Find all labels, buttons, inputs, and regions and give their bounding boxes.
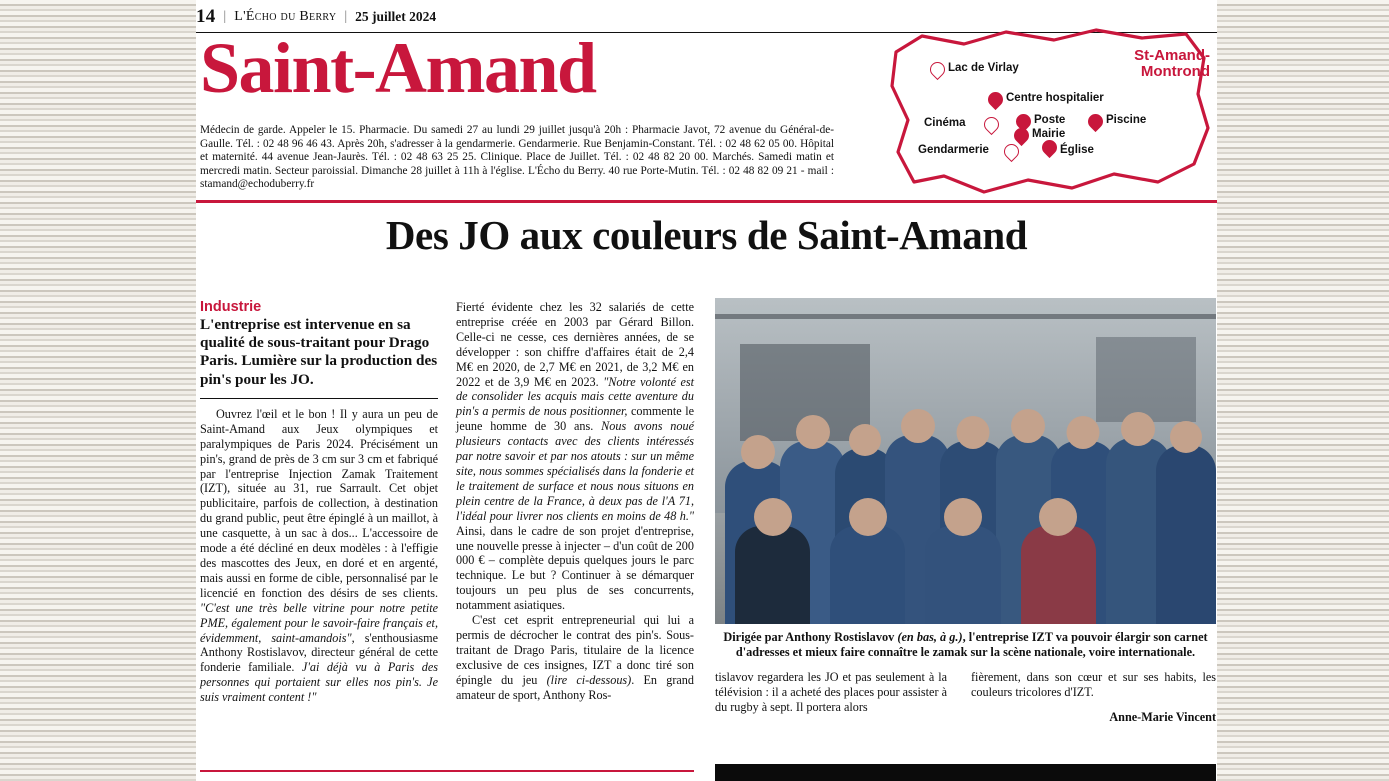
article-headline: Des JO aux couleurs de Saint-Amand (385, 212, 1028, 258)
article-paragraph: Ouvrez l'œil et le bon ! Il y aura un peu de Saint-Amand aux Jeux olympiques et paralympiques de Paris 2024. Précisément un pin's, grand de près de 3 cm sur 3 cm et fabriqué par l'entreprise Injection Zamak Traitement (IZT), située au 31, rue Sarrault. Cet objet publicitaire, parfois de collection, à destination du grand public, peut être épinglé à un maillot, à une casquette, à un sac à dos... L'accessoire de mode a été décliné en deux modèles : à l'effigie des mascottes des Jeux, en doré et en argenté, mais aussi en forme de cible, personnalisé par le licencié en fonction des désirs de ses clients. "C'est une très belle vitrine pour notre petite PME, également pour le savoir-faire français et, évidemment, saint-amandois", s'enthousiasme Anthony Rostislavov, directeur général de cette fonderie familiale. J'ai déjà vu à Paris des personnes qui portaient sur elles nos pin's. Je suis vraiment content !" (200, 406, 438, 705)
article-paragraph: tislavov regardera les JO et pas seulement à la télévision : il a acheté des places pour assister à du rugby à sept. Il portera alors (715, 670, 947, 714)
article-standfirst: L'entreprise est intervenue en sa qualité de sous-traitant pour Drago Paris. Lumière sur la production des pin's pour les JO. (200, 315, 438, 388)
article-column-1 (200, 300, 438, 705)
article-photo (715, 298, 1216, 624)
article-paragraph: C'est cet esprit entrepreneurial qui lui a permis de décrocher le contrat des pin's. Sous-traitant de Drago Paris, titulaire de la licence exclusive de ces insignes, IZT a donc tiré son épingle du jeu (lire ci-dessous). En grand amateur de sport, Anthony Ros- (456, 613, 694, 702)
scan-edge-right (1217, 0, 1389, 781)
map-label-piscine: Piscine (1106, 114, 1147, 126)
next-article-photo-strip (715, 764, 1216, 781)
article-kicker: Industrie (200, 299, 262, 315)
column-divider (200, 398, 438, 399)
map-label-mairie: Mairie (1032, 128, 1066, 140)
photo-machine-right (1096, 337, 1196, 422)
paper-name: L'Écho du Berry (234, 9, 337, 24)
article-byline: Anne-Marie Vincent (1109, 709, 1216, 724)
map-title: St-Amand- Montrond (1134, 47, 1210, 80)
article-column-2 (456, 300, 694, 702)
masthead-separator-1: | (223, 9, 227, 24)
photo-person-front (735, 526, 810, 624)
locator-map (886, 24, 1216, 200)
page-folio: 14 (196, 6, 216, 27)
divider-red-bottom (200, 770, 694, 772)
map-label-eglise: Église (1060, 144, 1094, 156)
page-title: Saint-Amand (200, 28, 596, 108)
photo-caption: Dirigée par Anthony Rostislavov (en bas, à g.), l'entreprise IZT va pouvoir élargir son carnet d'adresses et mieux faire connaître le zamak sur la scène nationale, voire internationale. (723, 630, 1208, 660)
map-label-gendarmerie: Gendarmerie (918, 144, 989, 156)
page-sheet (196, 0, 1217, 781)
map-label-centre-hospitalier: Centre hospitalier (1006, 92, 1104, 104)
article-column-3 (715, 670, 947, 715)
photo-person (1156, 445, 1216, 624)
article-paragraph: fièrement, dans son cœur et sur ses habits, les couleurs tricolores d'IZT. (971, 670, 1216, 699)
map-label-poste: Poste (1034, 114, 1066, 126)
photo-person-front (1021, 526, 1096, 624)
article-column-4 (971, 670, 1216, 725)
divider-red-top (196, 200, 1217, 203)
photo-ceiling-beam (715, 314, 1216, 319)
masthead-separator-2: | (344, 9, 348, 24)
practical-information-block: Médecin de garde. Appeler le 15. Pharmacie. Du samedi 27 au lundi 29 juillet jusqu'à 20h : Pharmacie Javot, 72 avenue du Général-de-Gaulle. Tél. : 02 48 96 46 43. Après 20h, s'adresser à la gendarmerie. Gendarmerie. Rue Benjamin-Constant. Tél. : 02 48 62 05 00. Hôpital et maternité. 44 avenue Jean-Jaurès. Tél. : 02 48 63 25 25. Clinique. Place de Juillet. Tél. : 02 48 82 20 00. Marchés. Samedi matin et mercredi matin. Secteur paroissial. Dimanche 28 juillet à 11h à l'église. L'Écho du Berry. 40 rue Porte-Mutin. Tél. : 02 48 82 09 21 - mail : stamand@echoduberry.fr (200, 124, 834, 191)
issue-date: 25 juillet 2024 (355, 9, 437, 24)
map-label-lac-de-virlay: Lac de Virlay (948, 62, 1019, 74)
map-label-cinema: Cinéma (924, 117, 966, 129)
photo-person-front (925, 526, 1000, 624)
scan-edge-left (0, 0, 196, 781)
photo-person-front (830, 526, 905, 624)
article-paragraph: Fierté évidente chez les 32 salariés de cette entreprise créée en 2003 par Gérard Billon. Celle-ci ne cesse, ces dernières années, de se développer : son chiffre d'affaires était de 2,4 M€ en 2020, de 2,7 M€ en 2021, de 3,2 M€ en 2022 et de 3,9 M€ en 2023. "Notre volonté est de consolider les acquis mais cette aventure du pin's a permis de nous positionner, commente le jeune homme de 30 ans. Nous avons noué plusieurs contacts avec des clients intéressés par notre savoir et par nos atouts : sur un même site, nous sommes spécialisés dans la fonderie et le traitement de surface et nous nous situons en plein centre de la France, à deux pas de l'A 71, l'idéal pour livrer nos clients en moins de 48 h." Ainsi, dans le cadre de son projet d'entreprise, une nouvelle presse à injecter – d'un coût de 200 000 € – complète depuis quelques jours le parc technique. Le but ? Continuer à se démarquer toujours un peu plus de ses concurrents, notamment asiatiques. (456, 300, 695, 613)
